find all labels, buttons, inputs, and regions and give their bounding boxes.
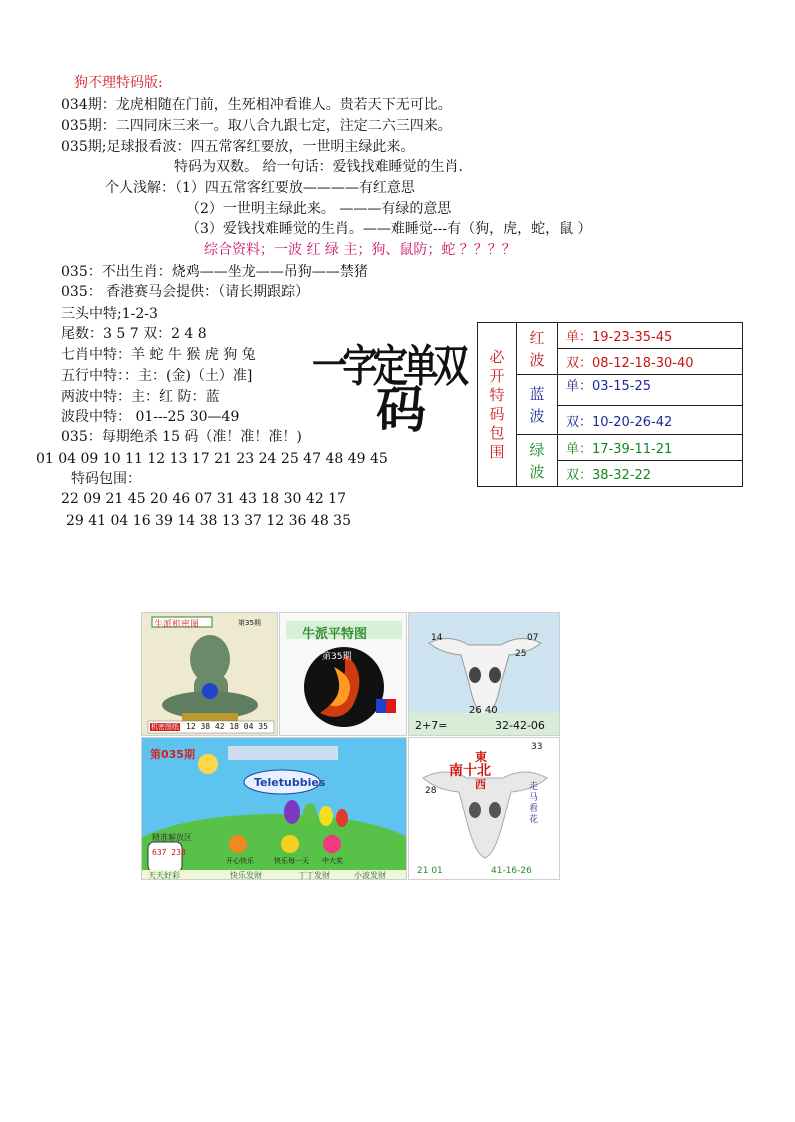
wave-table bbox=[477, 322, 743, 487]
skull1-num-4: 26 40 bbox=[469, 705, 498, 716]
red-even-cell: 双：08-12-18-30-40 bbox=[558, 349, 743, 375]
five-elements-line: 五行中特：：主：(金)（土）准] bbox=[61, 368, 253, 384]
red-wave-label: 红 波 bbox=[517, 323, 558, 375]
skull2-mid: 南十北 bbox=[449, 763, 491, 779]
skull2-bottom-2: 41-16-26 bbox=[491, 866, 532, 876]
surround-numbers-1: 22 09 21 45 20 46 07 31 43 18 30 42 17 bbox=[61, 491, 346, 507]
blue-even-cell: 双：10-20-26-42 bbox=[558, 406, 743, 435]
tele-code: 637 238 bbox=[152, 848, 186, 857]
interpretation-line-1: 个人浅解：（1）四五常客红要放————有红意思 bbox=[105, 180, 415, 196]
thumb-buddha bbox=[141, 612, 278, 736]
tele-bottom-4: 小波发财 bbox=[354, 871, 386, 880]
hk-source-line: 035： 香港赛马会提供：（请长期跟踪） bbox=[61, 284, 310, 300]
interpretation-line-3: （3）爱钱找难睡觉的生肖。——难睡觉---有（狗，虎，蛇，鼠 ） bbox=[186, 221, 592, 237]
blue-wave-label: 蓝 波 bbox=[517, 375, 558, 435]
page-header: 狗不理特码版: bbox=[74, 75, 163, 91]
thumb-teletubbies bbox=[141, 737, 407, 880]
tele-caption: 精准解放区 bbox=[152, 833, 192, 842]
slogan-sub: 码 bbox=[376, 381, 426, 439]
line-035c: 特码为双数。 给一句话：爱钱找难睡觉的生肖. bbox=[174, 159, 463, 175]
tele-label-2: 快乐每一天 bbox=[274, 857, 309, 865]
tele-label-1: 开心快乐 bbox=[226, 857, 254, 865]
buddha-header: 牛派机密图 bbox=[154, 620, 200, 630]
excluded-zodiac-line: 035：不出生肖：烧鸡——坐龙——吊狗——禁猪 bbox=[61, 264, 368, 280]
tail-digits-line: 尾数：3 5 7 双：2 4 8 bbox=[61, 326, 207, 342]
line-034: 034期：龙虎相随在门前，生死相冲看谁人。贵若天下无可比。 bbox=[61, 97, 452, 113]
green-even-cell: 双：38-32-22 bbox=[558, 461, 743, 487]
thumb-skull-2 bbox=[408, 737, 560, 880]
skull2-num-2: 28 bbox=[425, 786, 437, 796]
skull2-bottom-1: 21 01 bbox=[417, 866, 443, 876]
summary-line: 综合资料；一波 红 绿 主；狗、鼠防；蛇 ？？？？ bbox=[204, 242, 516, 258]
tele-corner: 第035期 bbox=[150, 748, 195, 761]
tele-bottom-3: 丁丁发财 bbox=[298, 871, 330, 880]
head-digits-line: 三头中特;1-2-3 bbox=[61, 306, 158, 322]
circle-issue: 第35期 bbox=[322, 652, 352, 662]
buddha-badge: 机密图纸 bbox=[151, 723, 179, 731]
tele-bottom-2: 快乐发财 bbox=[230, 871, 262, 880]
skull1-num-2: 07 bbox=[527, 633, 539, 643]
blue-odd-cell: 单：03-15-25 bbox=[558, 375, 743, 406]
thumb-circle bbox=[279, 612, 407, 736]
kill-line: 035：每期绝杀 15 码（准！准！准！) bbox=[61, 429, 302, 445]
thumb-skull-1 bbox=[408, 612, 560, 736]
wave-table-title: 必 开 特 码 包 围 bbox=[478, 323, 517, 487]
wave-range-line: 波段中特： 01---25 30—49 bbox=[61, 409, 240, 425]
surround-numbers-2: 29 41 04 16 39 14 38 13 37 12 36 48 35 bbox=[66, 513, 351, 529]
seven-zodiac-line: 七肖中特：羊 蛇 牛 猴 虎 狗 兔 bbox=[61, 347, 256, 363]
skull2-top: 東 bbox=[475, 750, 488, 764]
skull1-numbers: 32-42-06 bbox=[495, 719, 545, 732]
skull2-low: 西 bbox=[475, 778, 486, 791]
buddha-issue: 第35期 bbox=[238, 619, 261, 627]
line-035b: 035期;足球报看波：四五常客红要放，一世明主绿此来。 bbox=[61, 139, 415, 155]
thumbnail-collage bbox=[141, 612, 560, 880]
tele-brand: Teletubbies bbox=[254, 776, 326, 789]
tele-bottom-1: 天天好彩 bbox=[148, 871, 180, 880]
skull1-num-1: 14 bbox=[431, 633, 443, 643]
green-odd-cell: 单：17-39-11-21 bbox=[558, 435, 743, 461]
red-odd-cell: 单：19-23-35-45 bbox=[558, 323, 743, 349]
surround-title: 特码包围： bbox=[71, 471, 141, 487]
buddha-numbers: 12 38 42 18 04 35 bbox=[186, 722, 268, 731]
interpretation-line-2: （2）一世明主绿此来。 ———有绿的意思 bbox=[186, 201, 452, 217]
skull1-num-3: 25 bbox=[515, 649, 527, 659]
slogan-main: 一字定单双 bbox=[312, 341, 464, 392]
skull1-formula: 2+7= bbox=[415, 719, 448, 732]
two-waves-line: 两波中特：主：红 防：蓝 bbox=[61, 389, 220, 405]
buddha-illustration bbox=[142, 613, 278, 736]
circle-title: 牛派平特图 bbox=[302, 627, 368, 642]
line-035a: 035期：二四同床三来一。取八合九跟七定，注定二六三四来。 bbox=[61, 118, 452, 134]
green-wave-label: 绿 波 bbox=[517, 435, 558, 487]
tele-label-3: 中大奖 bbox=[322, 857, 343, 865]
skull2-num-1: 33 bbox=[531, 742, 543, 752]
skull-illustration-1 bbox=[409, 613, 560, 736]
kill-numbers: 01 04 09 10 11 12 13 17 21 23 24 25 47 48 49 45 bbox=[36, 451, 388, 467]
skull2-side: 走马看花 bbox=[529, 782, 539, 825]
